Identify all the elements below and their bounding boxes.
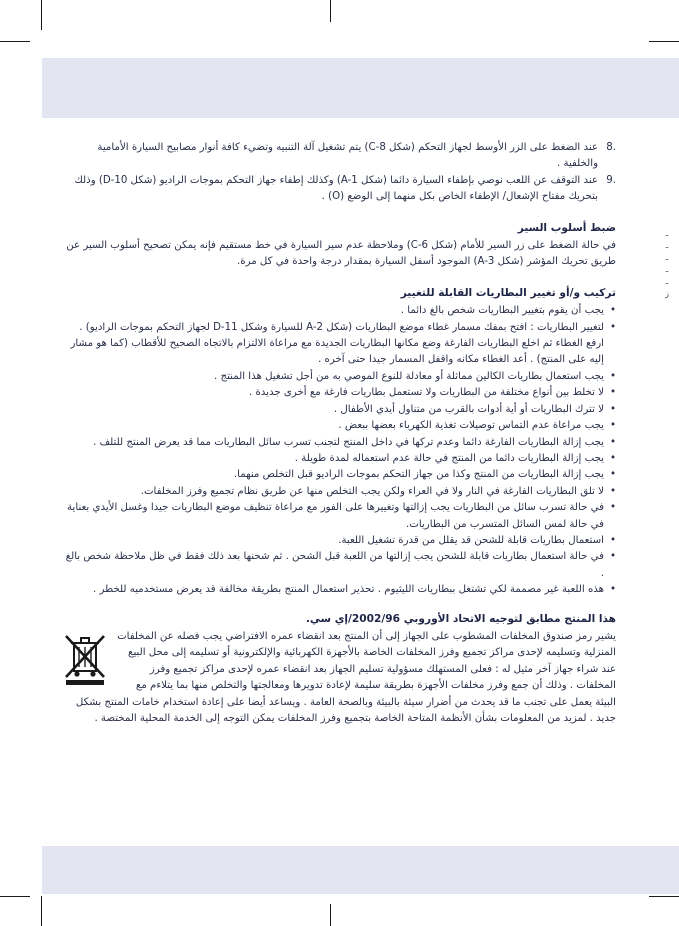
- list-item: • يجب استعمال بطاريات الكالين مماثلة أو معادلة للنوع الموصي به من أجل تشغيل هذا المنتج .: [60, 369, 616, 385]
- margin-mark: ـ: [665, 241, 669, 250]
- crop-mark: [649, 41, 679, 42]
- crop-mark: [41, 0, 42, 30]
- list-item: • يجب مراعاة عدم التماس توصيلات تغذية الكهرباء بعضها ببعض .: [60, 418, 616, 434]
- list-item: • هذه اللعبة غير مصممة لكي تشتغل ببطاريات الليثيوم . تحذير استعمال المنتج بطريقة مخالفة قد يعرض مستخدميه للخطر .: [60, 582, 616, 598]
- crop-mark: [330, 0, 331, 22]
- list-item: • لتغيير البطاريات : افتح بمفك مسمار غطاء موضع البطاريات (شكل A-2 للسيارة وشكل D-11 لجهاز التحكم بموجات الراديو) . ارفع الغطاء ثم اخلع البطاريات الفارغة وضع مكانها البطاريات الجديدة مع مراعاة الالتزام بالاتجاه الصحيح للأقطاب (كما هو مشار إليه على المنتج) . أعد الغطاء مكانه واقفل المسمار جيدا حتى آخره .: [60, 320, 616, 369]
- crossed-out-wheelie-bin-icon: [60, 631, 110, 687]
- batteries-heading: تركيب و/أو تغيير البطاريات القابلة للتغيير: [400, 286, 616, 299]
- list-item: • يجب إزالة البطاريات دائما من المنتج في حالة عدم استعماله لمدة طويلة .: [60, 451, 616, 467]
- weee-section: [60, 629, 616, 727]
- margin-marks: [661, 228, 673, 300]
- item-number: 9.: [606, 174, 616, 186]
- item-number: 8.: [606, 142, 616, 153]
- crop-mark: [0, 41, 30, 42]
- list-item: • يجب إزالة البطاريات الفارغة دائما وعدم تركها في داخل المنتج لتجنب تسرب سائل البطاريات مما قد يعرض المنتج للتلف .: [60, 435, 616, 451]
- list-item: • في حالة استعمال بطاريات قابلة للشحن يجب إزالتها من اللعبة قبل الشحن . ثم شحنها بعد ذلك فقط في ظل ملاحظة شخص بالغ .: [60, 549, 616, 582]
- crop-mark: [0, 896, 30, 897]
- list-item: • لا تخلط بين أنواع مختلفة من البطاريات ولا تستعمل بطاريات فارغة مع أخرى جديدة .: [60, 385, 616, 401]
- steering-heading: ضبط أسلوب السير: [517, 221, 616, 234]
- margin-mark: ـ: [665, 229, 669, 238]
- footer-band: [42, 846, 679, 894]
- item-text: عند التوقف عن اللعب نوصي بإطفاء السيارة دائما (شكل A-1) وكذلك إطفاء جهاز التحكم بموجات الراديو (شكل D-10) وذلك بتحريك مفتاح الإشعال/ الإطفاء الخاص بكل منهما إلى الوضع (O) .: [74, 174, 598, 203]
- page-content: [60, 140, 616, 727]
- margin-mark: ـ: [665, 253, 669, 262]
- list-item: • يجب إزالة البطاريات من المنتج وكذا من جهاز التحكم بموجات الراديو قبل التخلص منهما.: [60, 467, 616, 483]
- list-item: [60, 140, 616, 173]
- item-text: عند الضغط على الزر الأوسط لجهاز التحكم (شكل C-8) يتم تشغيل آلة التنبيه وتضيء كافة أنوار مصابيح السيارة الأمامية والخلفية .: [97, 142, 598, 170]
- list-item: [60, 173, 616, 206]
- weee-heading: هذا المنتج مطابق لتوجيه الاتحاد الأوروبي 2002/96/إي سي.: [305, 612, 616, 625]
- crop-mark: [41, 896, 42, 926]
- crop-mark: [330, 904, 331, 926]
- margin-mark: ـ: [665, 265, 669, 274]
- numbered-list: [60, 140, 616, 206]
- list-item: • يجب أن يقوم بتغيير البطاريات شخص بالغ دائما .: [60, 303, 616, 319]
- margin-mark: ز: [665, 289, 669, 298]
- weee-text: يشير رمز صندوق المخلفات المشطوب على الجهاز إلى أن المنتج بعد انقضاء عمره الافتراضي يجب فصله عن المخلفات المنزلية وتسليمه لإحدى مراكز تجميع وفرز المخلفات الخاصة بالأجهزة الكهربائية والإلكترونية أو تسليمه إلى محل البيع عند شراء جهاز آخر مثيل له : فعلى المستهلك مسؤولية تسليم الجهاز بعد انقضاء عمره لإحدى مراكز تجميع وفرز المخلفات . وذلك أن جمع وفرز مخلفات الأجهزة بطريقة سليمة لإعادة تدويرها ومعالجتها والتخلص منها بما يتلاءم مع البيئة يعمل على تجنب ما قد يحدث من أضرار سيئة بالبيئة وبالصحة العامة . ويساعد أيضا على إعادة استخدام خامات المنتج بشكل جديد . لمزيد من المعلومات بشأن الأنظمة المتاحة الخاصة بتجميع وفرز المخلفات يمكن التوجه إلى الخدمة المحلية المختصة .: [75, 630, 616, 724]
- batteries-list: [60, 303, 616, 598]
- list-item: • في حالة تسرب سائل من البطاريات يجب إزالتها وتغييرها على الفور مع مراعاة تنظيف موضع البطاريات جيدا وغسل الأيدي بعناية في حالة لمس السائل المتسرب من البطاريات.: [60, 500, 616, 533]
- list-item: • استعمال بطاريات قابلة للشحن قد يقلل من قدرة تشغيل اللعبة.: [60, 533, 616, 549]
- list-item: • لا تترك البطاريات أو أية أدوات بالقرب من متناول أيدي الأطفال .: [60, 402, 616, 418]
- margin-mark: ـ: [665, 277, 669, 286]
- header-band: [42, 58, 679, 118]
- steering-text: في حالة الضغط على زر السير للأمام (شكل C-6) وملاحظة عدم سير السيارة في خط مستقيم فإنه يمكن تصحيح أسلوب السير عن طريق تحريك المؤشر (شكل A-3) الموجود أسفل السيارة بمقدار درجة واحدة في كل مرة.: [66, 240, 616, 268]
- crop-mark: [649, 896, 679, 897]
- list-item: • لا تلق البطاريات الفارغة في النار ولا في العراء ولكن يجب التخلص منها عن طريق نظام تجميع وفرز المخلفات.: [60, 484, 616, 500]
